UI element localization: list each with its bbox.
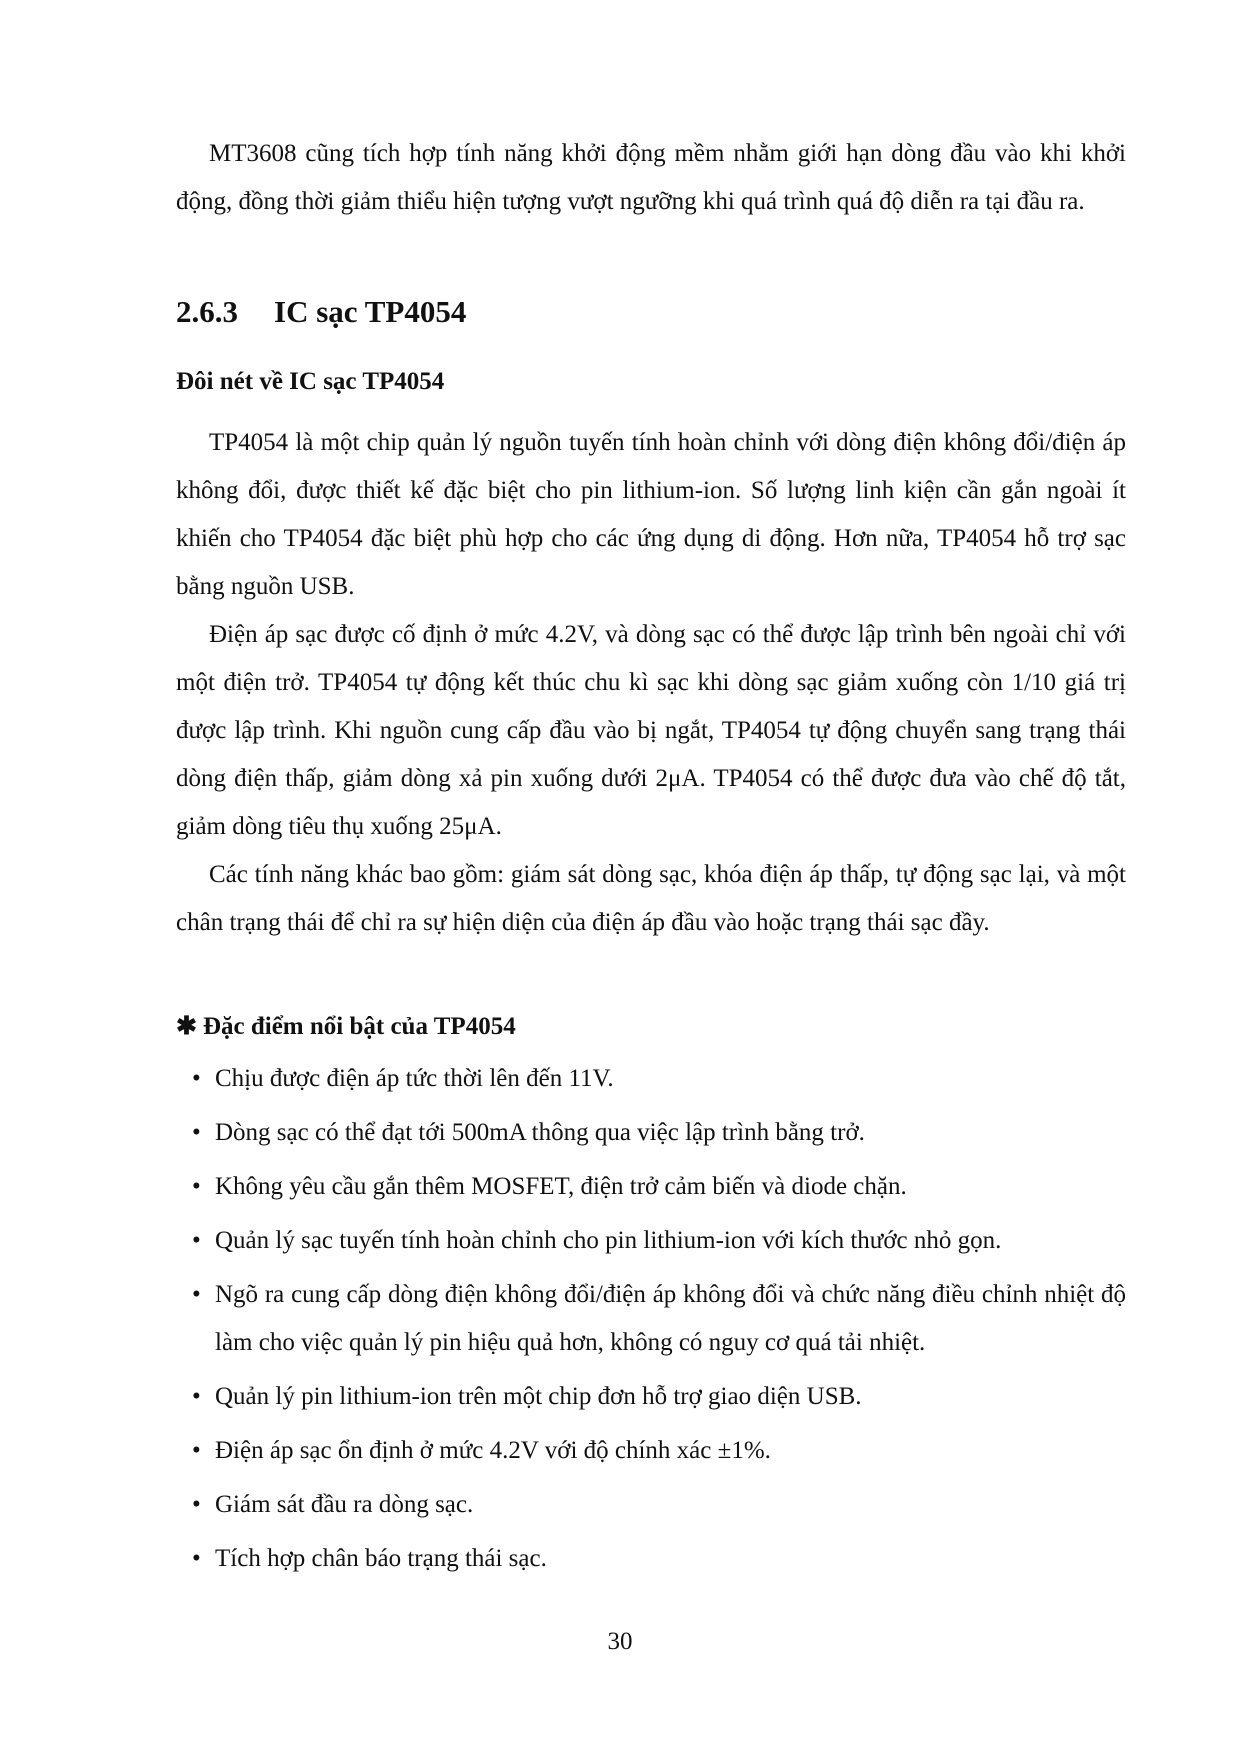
features-section	[176, 1003, 1126, 1589]
intro-block	[176, 130, 1126, 226]
list-item: • Không yêu cầu gắn thêm MOSFET, điện trở cảm biến và diode chặn.	[176, 1163, 1126, 1211]
list-item: • Quản lý pin lithium-ion trên một chip đơn hỗ trợ giao diện USB.	[176, 1373, 1126, 1421]
list-item: • Giám sát đầu ra dòng sạc.	[176, 1481, 1126, 1529]
bullet-icon: •	[192, 1491, 201, 1518]
features-heading	[176, 1003, 1126, 1051]
asterisk-icon: ✱	[176, 1013, 197, 1040]
subsection-heading: Đôi nét về IC sạc TP4054	[176, 368, 445, 395]
bullet-icon: •	[192, 1065, 201, 1092]
bullet-icon: •	[192, 1545, 201, 1572]
paragraph-other-features: Các tính năng khác bao gồm: giám sát dòng sạc, khóa điện áp thấp, tự động sạc lại, và một chân trạng thái để chỉ ra sự hiện diện của điện áp đầu vào hoặc trạng thái sạc đầy.	[176, 861, 1126, 936]
bullet-icon: •	[192, 1119, 201, 1146]
bullet-icon: •	[192, 1281, 201, 1308]
list-item: • Quản lý sạc tuyến tính hoàn chỉnh cho pin lithium-ion với kích thước nhỏ gọn.	[176, 1217, 1126, 1265]
bullet-icon: •	[192, 1437, 201, 1464]
paragraph-charging: Điện áp sạc được cố định ở mức 4.2V, và dòng sạc có thể được lập trình bên ngoài chỉ với một điện trở. TP4054 tự động kết thúc chu kì sạc khi dòng sạc giảm xuống còn 1/10 giá trị được lập trình. Khi nguồn cung cấp đầu vào bị ngắt, TP4054 tự động chuyển sang trạng thái dòng điện thấp, giảm dòng xả pin xuống dưới 2μA. TP4054 có thể được đưa vào chế độ tắt, giảm dòng tiêu thụ xuống 25μA.	[176, 621, 1126, 840]
paragraph-overview: TP4054 là một chip quản lý nguồn tuyến tính hoàn chỉnh với dòng điện không đổi/điện áp không đổi, được thiết kế đặc biệt cho pin lithium-ion. Số lượng linh kiện cần gắn ngoài ít khiến cho TP4054 đặc biệt phù hợp cho các ứng dụng di động. Hơn nữa, TP4054 hỗ trợ sạc bằng nguồn USB.	[176, 429, 1126, 600]
section-number: 2.6.3	[176, 294, 238, 329]
list-item: • Dòng sạc có thể đạt tới 500mA thông qua việc lập trình bằng trở.	[176, 1109, 1126, 1157]
list-item: • Điện áp sạc ổn định ở mức 4.2V với độ chính xác ±1%.	[176, 1427, 1126, 1475]
intro-paragraph: MT3608 cũng tích hợp tính năng khởi động mềm nhằm giới hạn dòng đầu vào khi khởi động, đồng thời giảm thiểu hiện tượng vượt ngưỡng khi quá trình quá độ diễn ra tại đầu ra.	[176, 140, 1126, 215]
body-paragraphs	[176, 419, 1126, 947]
bullet-icon: •	[192, 1173, 201, 1200]
list-item: • Chịu được điện áp tức thời lên đến 11V.	[176, 1055, 1126, 1103]
features-heading-text: Đặc điểm nổi bật của TP4054	[202, 1013, 516, 1040]
bullet-icon: •	[192, 1227, 201, 1254]
features-list	[176, 1055, 1126, 1583]
page-number: 30	[607, 1628, 633, 1655]
list-item: • Ngõ ra cung cấp dòng điện không đổi/điện áp không đổi và chức năng điều chỉnh nhiệt độ làm cho việc quản lý pin hiệu quả hơn, không có nguy cơ quá tải nhiệt.	[176, 1271, 1126, 1367]
section-title: IC sạc TP4054	[274, 294, 467, 329]
list-item: • Tích hợp chân báo trạng thái sạc.	[176, 1535, 1126, 1583]
section-heading	[176, 294, 466, 330]
bullet-icon: •	[192, 1383, 201, 1410]
